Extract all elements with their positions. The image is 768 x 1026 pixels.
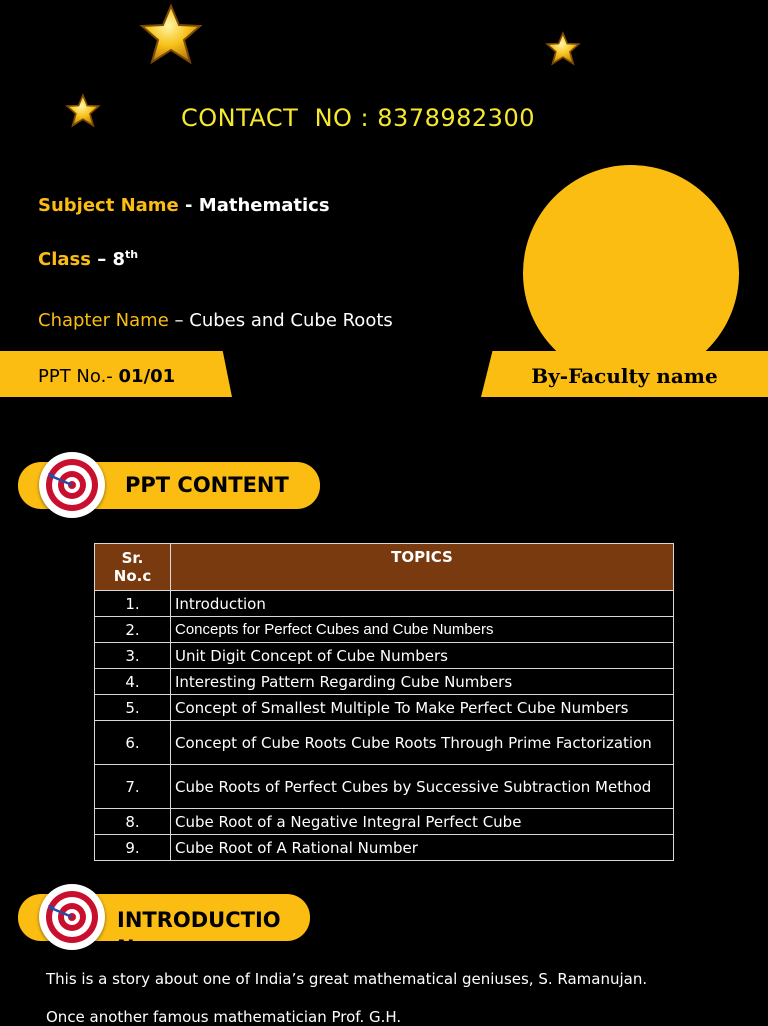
table-row [95,835,674,861]
ppt-number-value: 01/01 [118,366,176,387]
table-header-row [95,544,674,591]
table-row [95,617,674,643]
class-value: 8 [112,249,126,270]
row-topic: Concept of Smallest Multiple To Make Perfect Cube Numbers [171,695,674,721]
star-icon-large [140,4,206,66]
row-topic: Concepts for Perfect Cubes and Cube Numbers [171,617,674,643]
star-icon-small-right [546,32,582,66]
chapter-sep: – [168,310,190,331]
header-topics: TOPICS [171,544,674,591]
row-topic: Introduction [171,591,674,617]
target-icon [39,884,105,950]
class-label: Class [38,249,91,270]
row-number: 3. [95,643,171,669]
table-row [95,669,674,695]
row-number: 4. [95,669,171,695]
row-topic: Cube Root of A Rational Number [171,835,674,861]
topics-table [94,543,674,861]
row-topic: Unit Digit Concept of Cube Numbers [171,643,674,669]
table-row [95,591,674,617]
header-sr-no [95,544,171,591]
chapter-label: Chapter Name [38,310,169,331]
row-number: 1. [95,591,171,617]
faculty-name: By-Faculty name [531,364,718,388]
row-topic: Cube Roots of Perfect Cubes by Successive Subtraction Method [171,765,674,809]
contact-number: 8378982300 [377,104,535,132]
chapter-line [38,310,393,331]
table-row [95,721,674,765]
ppt-number [38,366,175,387]
class-sep: – [90,249,113,270]
table-row [95,643,674,669]
table-row [95,809,674,835]
introduction-heading: INTRODUCTIO N [117,908,281,960]
row-number: 7. [95,765,171,809]
header-sr-no-label: Sr. No.c [113,549,152,585]
row-number: 8. [95,809,171,835]
intro-paragraph-1: This is a story about one of India’s great mathematical geniuses, S. Ramanujan. [46,970,648,988]
chapter-value: Cubes and Cube Roots [189,310,393,331]
row-number: 2. [95,617,171,643]
target-icon [39,452,105,518]
table-row [95,695,674,721]
table-row [95,765,674,809]
faculty-photo-circle [523,165,739,381]
row-number: 9. [95,835,171,861]
contact-label: CONTACT NO : [181,104,378,132]
ppt-content-heading: PPT CONTENT [125,473,289,497]
row-topic: Concept of Cube Roots Cube Roots Through Prime Factorization [171,721,674,765]
subject-line [38,195,330,216]
row-number: 5. [95,695,171,721]
ppt-number-label: PPT No.- [38,366,119,387]
class-line [38,248,138,270]
subject-label: Subject Name [38,195,179,216]
row-number: 6. [95,721,171,765]
subject-sep: - [178,195,199,216]
intro-paragraph-2: Once another famous mathematician Prof. G.H. [46,1008,402,1026]
row-topic: Interesting Pattern Regarding Cube Numbers [171,669,674,695]
row-topic: Cube Root of a Negative Integral Perfect Cube [171,809,674,835]
class-sup: th [125,248,139,261]
contact-line [0,104,716,132]
subject-value: Mathematics [198,195,330,216]
